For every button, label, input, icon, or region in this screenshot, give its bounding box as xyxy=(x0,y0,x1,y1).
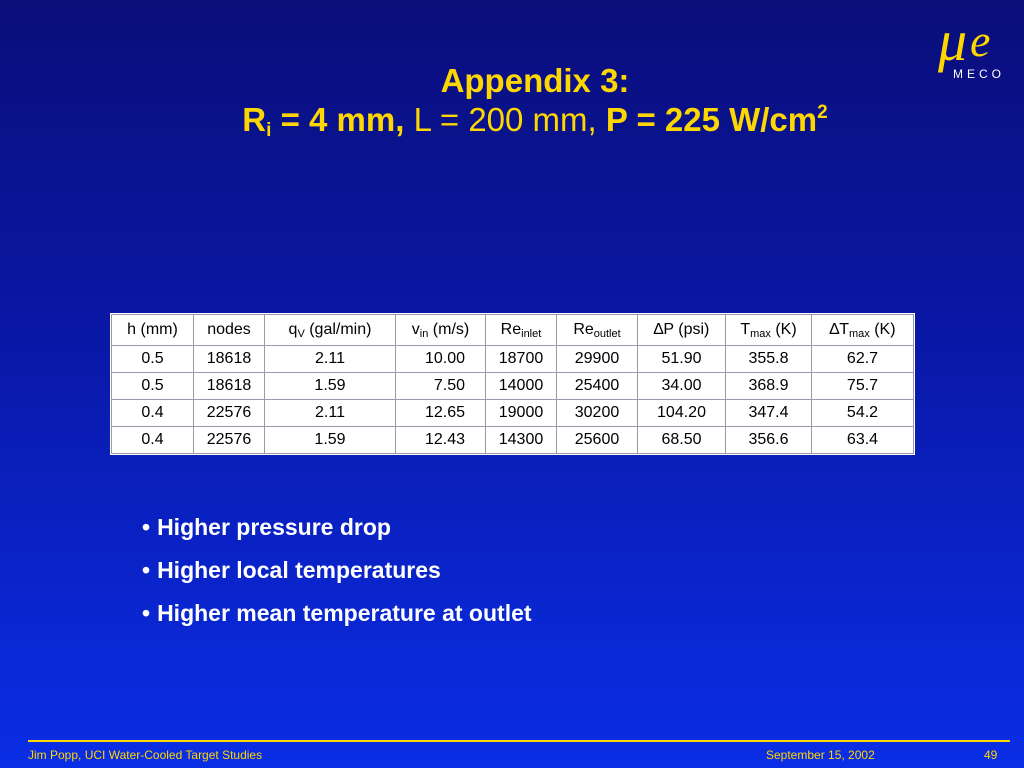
table-cell: 18700 xyxy=(486,346,557,373)
results-table xyxy=(111,314,914,454)
bullet-list xyxy=(142,512,532,641)
bullet-item: • Higher local temperatures xyxy=(142,557,441,583)
logo-text: MECO xyxy=(953,67,1005,81)
table-cell: 0.4 xyxy=(112,400,194,427)
table-cell: 68.50 xyxy=(638,427,726,454)
bullet-dot: • xyxy=(142,514,151,540)
table-row xyxy=(112,400,914,427)
table-cell: 0.4 xyxy=(112,427,194,454)
table-cell: 7.50 xyxy=(396,373,486,400)
header-h: h (mm) xyxy=(112,315,194,346)
table-cell: 29900 xyxy=(557,346,638,373)
table-cell: 0.5 xyxy=(112,346,194,373)
table-cell: 14300 xyxy=(486,427,557,454)
table-cell: 368.9 xyxy=(726,373,812,400)
bullet-dot: • xyxy=(142,600,151,626)
title-l-value: L = 200 mm, xyxy=(413,101,606,138)
table-cell: 0.5 xyxy=(112,373,194,400)
table-header-row xyxy=(112,315,914,346)
svg-text:e: e xyxy=(970,15,991,66)
table-cell: 62.7 xyxy=(812,346,914,373)
title-r-symbol: R xyxy=(242,101,267,138)
table-cell: 2.11 xyxy=(265,400,396,427)
bullet-dot: • xyxy=(142,557,151,583)
table-cell: 34.00 xyxy=(638,373,726,400)
header-delta-p: ∆P (psi) xyxy=(638,315,726,346)
header-delta-tmax: $\Delta T_{max}$ (K) xyxy=(812,315,914,346)
title-line-2 xyxy=(0,100,1024,140)
table-cell: 25600 xyxy=(557,427,638,454)
title-r-subscript: i xyxy=(266,120,272,141)
table-cell: 355.8 xyxy=(726,346,812,373)
table-cell: 51.90 xyxy=(638,346,726,373)
table-cell: 30200 xyxy=(557,400,638,427)
header-re-outlet: $Re_{outlet}$ xyxy=(557,315,638,346)
footer-page-number: 49 xyxy=(984,748,998,762)
table-cell: 10.00 xyxy=(396,346,486,373)
table-cell: 1.59 xyxy=(265,373,396,400)
table-cell: 356.6 xyxy=(726,427,812,454)
header-qv: $q_V$ (gal/min) xyxy=(265,315,396,346)
table-cell: 14000 xyxy=(486,373,557,400)
table-cell: 2.11 xyxy=(265,346,396,373)
table-row xyxy=(112,346,914,373)
title-r-value: = 4 mm, xyxy=(271,101,414,138)
slide-title xyxy=(0,62,1024,140)
table-cell: 22576 xyxy=(194,400,265,427)
table-cell: 104.20 xyxy=(638,400,726,427)
svg-text:μ: μ xyxy=(938,8,968,73)
table-cell: 54.2 xyxy=(812,400,914,427)
table-row xyxy=(112,373,914,400)
title-p-value: P = 225 W/cm xyxy=(605,101,818,138)
footer-author: Jim Popp, UCI Water-Cooled Target Studies xyxy=(28,748,263,762)
header-re-inlet: $Re_{inlet}$ xyxy=(486,315,557,346)
bullet-item: • Higher mean temperature at outlet xyxy=(142,600,532,626)
table-cell: 1.59 xyxy=(265,427,396,454)
table-cell: 75.7 xyxy=(812,373,914,400)
table-cell: 18618 xyxy=(194,373,265,400)
footer-divider xyxy=(28,740,1010,742)
footer-date: September 15, 2002 xyxy=(766,748,875,762)
header-nodes: nodes xyxy=(194,315,265,346)
table-cell: 63.4 xyxy=(812,427,914,454)
table-cell: 18618 xyxy=(194,346,265,373)
table-row xyxy=(112,427,914,454)
table-cell: 25400 xyxy=(557,373,638,400)
table-cell: 19000 xyxy=(486,400,557,427)
header-tmax: $T_{max}$ (K) xyxy=(726,315,812,346)
title-p-superscript: 2 xyxy=(817,102,828,123)
table-cell: 12.65 xyxy=(396,400,486,427)
table-cell: 12.43 xyxy=(396,427,486,454)
title-line-1: Appendix 3: xyxy=(440,62,630,99)
bullet-item: • Higher pressure drop xyxy=(142,514,391,540)
header-vin: $v_{in}$ (m/s) xyxy=(396,315,486,346)
table-cell: 347.4 xyxy=(726,400,812,427)
table-cell: 22576 xyxy=(194,427,265,454)
